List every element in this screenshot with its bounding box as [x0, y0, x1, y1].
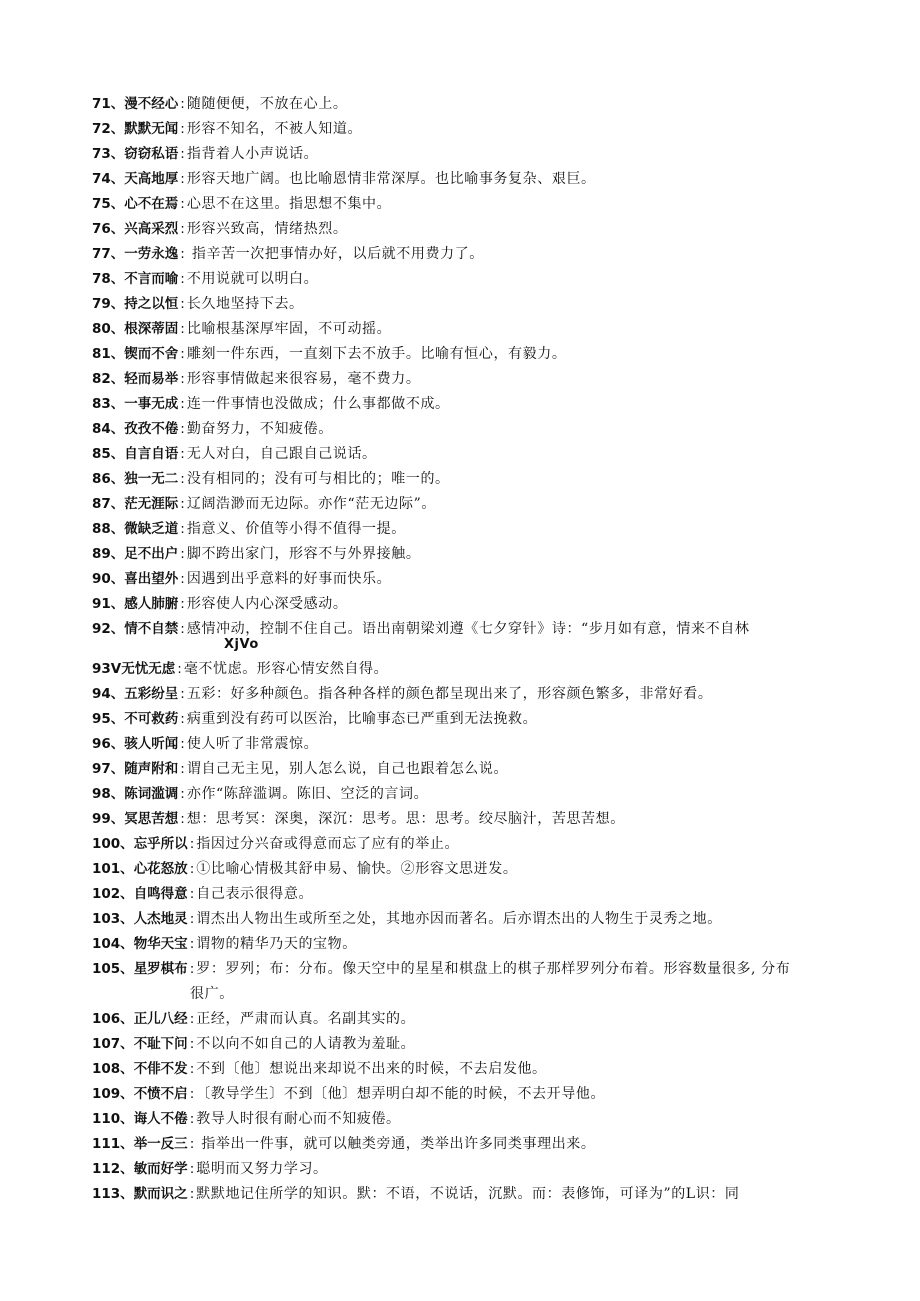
entry-number: 104、 — [92, 936, 134, 952]
entry-number: 83、 — [92, 396, 125, 412]
entry-number: 113、 — [92, 1186, 134, 1202]
separator-colon: : — [180, 396, 185, 412]
entry-number: 110、 — [92, 1111, 134, 1127]
idiom-term: 天高地厚 — [124, 171, 179, 187]
idiom-term: 人杰地灵 — [133, 911, 188, 927]
entry-number: 98、 — [92, 786, 125, 802]
idiom-entry — [92, 1057, 852, 1082]
idiom-entry — [92, 317, 852, 342]
idiom-entry — [92, 467, 852, 492]
idiom-term: 随声附和 — [124, 761, 179, 777]
idiom-entry — [92, 657, 852, 682]
idiom-term: 微缺乏道 — [124, 521, 179, 537]
idiom-entry — [92, 1107, 852, 1132]
idiom-entry — [92, 342, 852, 367]
idiom-definition: 随随便便，不放在心上。 — [186, 96, 348, 112]
entry-number: 91、 — [92, 596, 125, 612]
idiom-definition: 形容不知名，不被人知道。 — [186, 121, 363, 137]
entry-number: 82、 — [92, 371, 125, 387]
entry-number: 90、 — [92, 571, 125, 587]
separator-colon: : — [189, 911, 195, 927]
idiom-definition: 五彩：好多种颜色。指各种各样的颜色都呈现出来了，形容颜色繁多，非常好看。 — [186, 686, 713, 702]
separator-colon: : — [180, 446, 185, 462]
separator-colon: : — [189, 1136, 195, 1152]
entry-number: 96、 — [92, 736, 125, 752]
idiom-term: 敏而好学 — [133, 1161, 188, 1177]
idiom-entry — [92, 807, 852, 832]
idiom-definition: 指举出一件事，就可以触类旁通，类举出许多同类事理出来。 — [196, 1136, 596, 1152]
idiom-definition: 勤奋努力，不知疲倦。 — [186, 421, 333, 437]
idiom-entry — [92, 592, 852, 617]
idiom-term: 轻而易举 — [124, 371, 179, 387]
idiom-definition: 教导人时很有耐心而不知疲倦。 — [196, 1111, 401, 1127]
entry-number: 78、 — [92, 271, 125, 287]
idiom-term: 心花怒放 — [133, 861, 188, 877]
separator-colon: : — [180, 711, 185, 727]
idiom-term: 五彩纷呈 — [124, 686, 179, 702]
idiom-entry — [92, 1032, 852, 1057]
separator-colon: : — [189, 861, 195, 877]
idiom-entry — [92, 707, 852, 732]
separator-colon: : — [180, 811, 185, 827]
separator-colon: : — [180, 121, 185, 137]
entry-number: 88、 — [92, 521, 125, 537]
separator-colon: : — [189, 886, 195, 902]
separator-colon: : — [180, 786, 185, 802]
idiom-entry — [92, 217, 852, 242]
idiom-term: 星罗棋布 — [133, 961, 188, 977]
idiom-term: 一劳永逸 — [124, 246, 179, 262]
idiom-term: 默而识之 — [133, 1186, 188, 1202]
idiom-definition: 比喻根基深厚牢固，不可动摇。 — [186, 321, 392, 337]
separator-colon: : — [180, 471, 185, 487]
separator-colon: : — [180, 171, 185, 187]
idiom-definition: ①比喻心情极其舒申易、愉快。②形容文思迸发。 — [196, 861, 518, 877]
idiom-entry — [92, 92, 852, 117]
idiom-term: 不言而喻 — [124, 271, 179, 287]
idiom-definition: 使人听了非常震惊。 — [186, 736, 319, 752]
idiom-entry — [92, 142, 852, 167]
idiom-term: 独一无二 — [124, 471, 179, 487]
separator-colon: : — [180, 346, 185, 362]
idiom-entry — [92, 517, 852, 542]
entry-number: 94、 — [92, 686, 125, 702]
entry-number: 80、 — [92, 321, 125, 337]
idiom-definition: 谓杰出人物出生或所至之处，其地亦因而著名。后亦谓杰出的人物生于灵秀之地。 — [196, 911, 722, 927]
idiom-entry — [92, 392, 852, 417]
idiom-entry — [92, 932, 852, 957]
idiom-term: 喜出望外 — [124, 571, 179, 587]
idiom-definition: 因遇到出乎意料的好事而快乐。 — [186, 571, 392, 587]
entry-number: 97、 — [92, 761, 125, 777]
idiom-term: 自鸣得意 — [133, 886, 188, 902]
idiom-term: 忘乎所以 — [133, 836, 188, 852]
idiom-entry — [92, 832, 852, 857]
separator-colon: : — [180, 496, 185, 512]
idiom-term: 足不出户 — [124, 546, 179, 562]
entry-number: 79、 — [92, 296, 125, 312]
separator-colon: : — [180, 421, 185, 437]
idiom-definition: 正经，严肃而认真。名副其实的。 — [196, 1011, 416, 1027]
idiom-entry — [92, 1082, 852, 1107]
separator-colon: : — [189, 1036, 195, 1052]
entry-number: 112、 — [92, 1161, 134, 1177]
entry-number: 95、 — [92, 711, 125, 727]
idiom-definition: 不用说就可以明白。 — [186, 271, 319, 287]
entry-number: 86、 — [92, 471, 125, 487]
idiom-entry — [92, 492, 852, 517]
entry-number: 77、 — [92, 246, 125, 262]
separator-colon: : — [180, 596, 185, 612]
idiom-definition: 长久地坚持下去。 — [186, 296, 304, 312]
idiom-term: 不耻下问 — [133, 1036, 188, 1052]
idiom-entry — [92, 1157, 852, 1182]
entry-number: 74、 — [92, 171, 125, 187]
idiom-term: 正儿八经 — [133, 1011, 188, 1027]
idiom-entry — [92, 542, 852, 567]
idiom-entry — [92, 907, 852, 932]
idiom-definition: 指背着人小声说话。 — [186, 146, 319, 162]
separator-colon: : — [189, 936, 195, 952]
idiom-definition: 默默地记住所学的知识。默：不语，不说话，沉默。而：表修饰，可译为”的L识：同 — [196, 1186, 740, 1202]
separator-colon: : — [180, 296, 185, 312]
entry-number: 101、 — [92, 861, 134, 877]
idiom-entry — [92, 782, 852, 807]
separator-colon: : — [180, 96, 185, 112]
idiom-definition: 聪明而又努力学习。 — [196, 1161, 328, 1177]
idiom-definition: 形容兴致高，情绪热烈。 — [186, 221, 348, 237]
idiom-definition: 指因过分兴奋或得意而忘了应有的举止。 — [196, 836, 460, 852]
idiom-definition: 不到〔他〕想说出来却说不出来的时候，不去启发他。 — [196, 1061, 547, 1077]
separator-colon: : — [189, 1086, 195, 1102]
idiom-definition: 亦作“陈辞滥调。陈旧、空泛的言词。 — [186, 786, 429, 802]
separator-colon: : — [189, 961, 195, 977]
idiom-term: 举一反三 — [133, 1136, 188, 1152]
idiom-definition: 形容天地广阔。也比喻恩情非常深厚。也比喻事务复杂、艰巨。 — [186, 171, 596, 187]
idiom-definition: 心思不在这里。指思想不集中。 — [186, 196, 392, 212]
idiom-term: 心不在焉 — [124, 196, 179, 212]
entry-number: 75、 — [92, 196, 125, 212]
separator-colon: : — [180, 686, 185, 702]
idiom-term: 兴高采烈 — [124, 221, 179, 237]
idiom-definition: 没有相同的；没有可与相比的；唯一的。 — [186, 471, 450, 487]
separator-colon: : — [189, 1161, 195, 1177]
idiom-term: 冥思苦想 — [124, 811, 179, 827]
separator-colon: : — [189, 1061, 195, 1077]
idiom-entry — [92, 117, 852, 142]
separator-colon: : — [180, 571, 185, 587]
idiom-term: 陈词滥调 — [124, 786, 179, 802]
entry-number: 105、 — [92, 961, 134, 977]
entry-number: 81、 — [92, 346, 125, 362]
idiom-definition: 不以向不如自己的人请教为羞耻。 — [196, 1036, 416, 1052]
idiom-term: 持之以恒 — [124, 296, 179, 312]
separator-colon: : — [180, 736, 185, 752]
separator-colon: : — [189, 1186, 195, 1202]
idiom-entry — [92, 267, 852, 292]
idiom-term: 窃窃私语 — [124, 146, 179, 162]
entry-number: 100、 — [92, 836, 134, 852]
separator-colon: : — [180, 221, 185, 237]
idiom-definition: 形容事情做起来很容易，毫不费力。 — [186, 371, 421, 387]
idiom-entry — [92, 957, 852, 1007]
idiom-definition: 辽阔浩渺而无边际。亦作“茫无边际”。 — [186, 496, 436, 512]
idiom-entry — [92, 757, 852, 782]
idiom-term: 感人肺腑 — [124, 596, 179, 612]
idiom-entry — [92, 1182, 852, 1207]
idiom-entry — [92, 732, 852, 757]
idiom-definition: 指辛苦一次把事情办好，以后就不用费力了。 — [186, 246, 484, 262]
separator-colon: : — [180, 246, 185, 262]
entry-number: 107、 — [92, 1036, 134, 1052]
idiom-definition: 连一件事情也没做成；什么事都做不成。 — [186, 396, 450, 412]
idiom-entry — [92, 617, 852, 657]
idiom-definition: 毫不忧虑。形容心情安然自得。 — [183, 661, 389, 677]
idiom-term: 一事无成 — [124, 396, 179, 412]
idiom-term: 诲人不倦 — [133, 1111, 188, 1127]
idiom-entry — [92, 1132, 852, 1157]
idiom-term: 骇人听闻 — [124, 736, 179, 752]
entry-number: 85、 — [92, 446, 125, 462]
idiom-term: 不可救药 — [124, 711, 179, 727]
entry-number: 106、 — [92, 1011, 134, 1027]
entry-number: 93V — [92, 661, 122, 677]
idiom-term: 不俳不发 — [133, 1061, 188, 1077]
idiom-entry — [92, 192, 852, 217]
entry-number: 76、 — [92, 221, 125, 237]
idiom-entry — [92, 292, 852, 317]
idiom-entry — [92, 1007, 852, 1032]
entry-number: 99、 — [92, 811, 125, 827]
idiom-definition: 罗：罗列；布：分布。像天空中的星星和棋盘上的棋子那样罗列分布着。形容数量很多, 分布 — [196, 961, 791, 977]
idiom-term: 不愤不启 — [133, 1086, 188, 1102]
idiom-entry — [92, 167, 852, 192]
separator-colon: : — [180, 521, 185, 537]
separator-colon: : — [180, 196, 185, 212]
idiom-term: 物华天宝 — [133, 936, 188, 952]
idiom-entry — [92, 442, 852, 467]
entry-number: 72、 — [92, 121, 125, 137]
entry-number: 102、 — [92, 886, 134, 902]
entry-number: 71、 — [92, 96, 125, 112]
idiom-entry — [92, 242, 852, 267]
idiom-definition: 脚不跨出家门，形容不与外界接触。 — [186, 546, 421, 562]
separator-colon: : — [177, 661, 182, 677]
idiom-term: 自言自语 — [124, 446, 179, 462]
idiom-term: 漫不经心 — [124, 96, 179, 112]
idiom-definition: 想：思考冥：深奥，深沉：思考。思：思考。绞尽脑汁，苦思苦想。 — [186, 811, 625, 827]
separator-colon: : — [180, 546, 185, 562]
idiom-term: 根深蒂固 — [124, 321, 179, 337]
separator-colon: : — [180, 621, 185, 637]
idiom-definition: 雕刻一件东西，一直刻下去不放手。比喻有恒心，有毅力。 — [186, 346, 567, 362]
idiom-entry — [92, 367, 852, 392]
idiom-definition: 谓物的精华乃天的宝物。 — [196, 936, 357, 952]
idiom-entry — [92, 417, 852, 442]
entry-number: 92、 — [92, 621, 125, 637]
separator-colon: : — [189, 836, 195, 852]
idiom-entry — [92, 567, 852, 592]
idiom-term: 孜孜不倦 — [124, 421, 179, 437]
entry-number: 109、 — [92, 1086, 134, 1102]
entry-number: 87、 — [92, 496, 125, 512]
entry-number: 89、 — [92, 546, 125, 562]
entry-number: 73、 — [92, 146, 125, 162]
idiom-term: 情不自禁 — [124, 621, 179, 637]
separator-colon: : — [180, 371, 185, 387]
separator-colon: : — [189, 1111, 195, 1127]
idiom-definition: 〔教导学生〕不到〔他〕想弄明白却不能的时候，不去开导他。 — [196, 1086, 606, 1102]
separator-colon: : — [189, 1011, 195, 1027]
idiom-term: 默默无闻 — [124, 121, 179, 137]
idiom-definition: 指意义、价值等小得不值得一提。 — [186, 521, 406, 537]
idiom-term: 锲而不舍 — [124, 346, 179, 362]
idiom-definition: 谓自己无主见，别人怎么说，自己也跟着怎么说。 — [186, 761, 509, 777]
separator-colon: : — [180, 761, 185, 777]
separator-colon: : — [180, 146, 185, 162]
stray-ocr-text: XjVo — [224, 637, 259, 652]
idiom-definition: 感情冲动，控制不住自己。语出南朝梁刘遵《七夕穿针》诗：“步月如有意，情来不自林 — [186, 621, 750, 637]
separator-colon: : — [180, 271, 185, 287]
idiom-entry — [92, 857, 852, 882]
idiom-definition: 无人对白，自己跟自己说话。 — [186, 446, 377, 462]
entry-number: 103、 — [92, 911, 134, 927]
idiom-definition: 形容使人内心深受感动。 — [186, 596, 348, 612]
idiom-definition: 自己表示很得意。 — [196, 886, 314, 902]
idiom-entry — [92, 882, 852, 907]
entry-number: 111、 — [92, 1136, 134, 1152]
separator-colon: : — [180, 321, 185, 337]
entry-number: 108、 — [92, 1061, 134, 1077]
idiom-entry — [92, 682, 852, 707]
definition-continuation: 很广。 — [190, 986, 234, 1002]
idiom-term: 茫无涯际 — [124, 496, 179, 512]
idiom-list — [92, 92, 852, 1207]
idiom-definition: 病重到没有药可以医治，比喻事态已严重到无法挽救。 — [186, 711, 538, 727]
idiom-term: 无忧无虑 — [121, 661, 176, 677]
entry-number: 84、 — [92, 421, 125, 437]
